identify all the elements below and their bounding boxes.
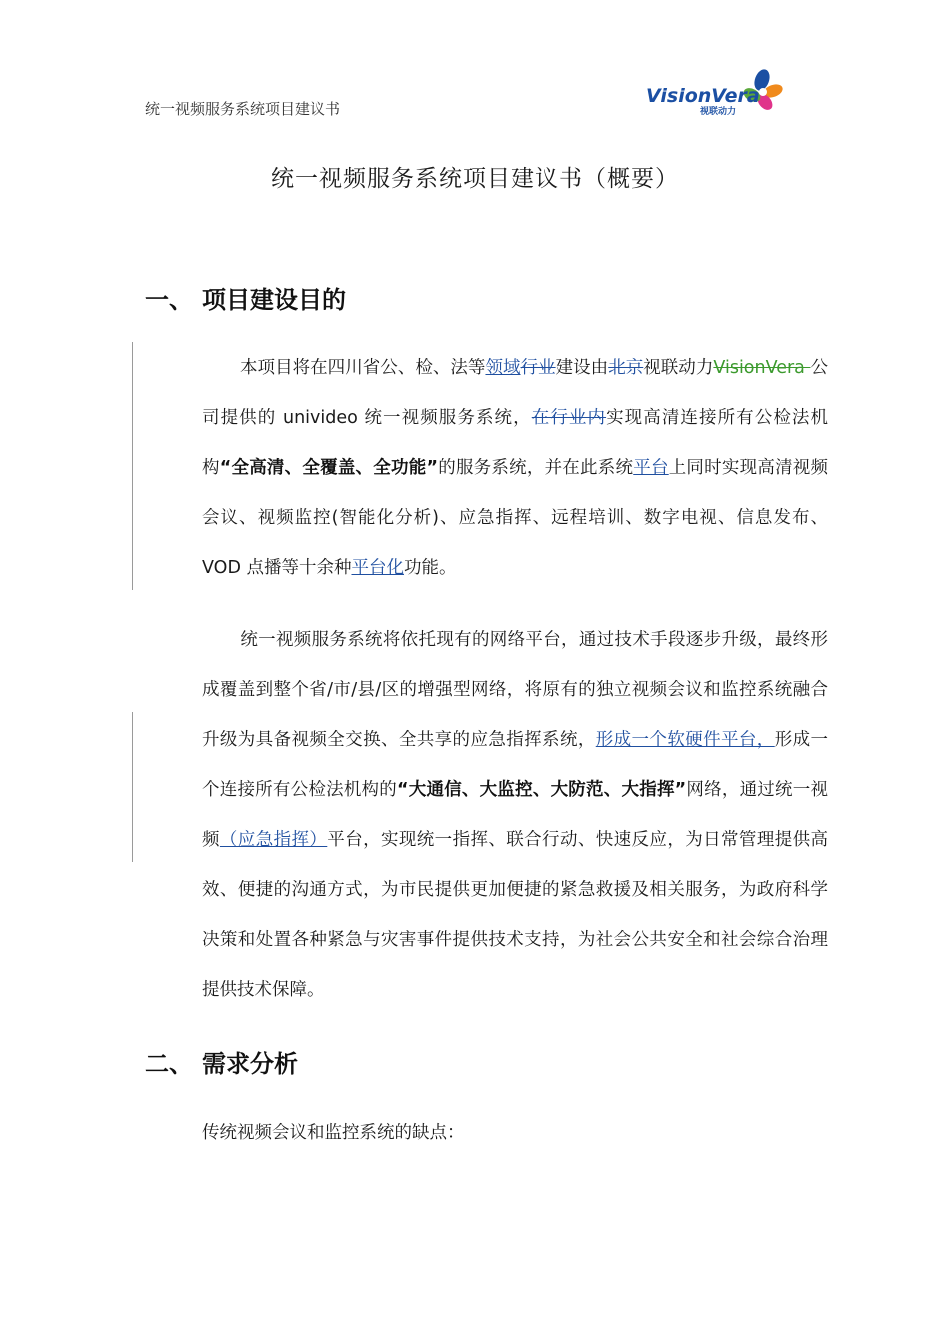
inserted-text: 形成一个软硬件平台， [595,730,775,750]
inserted-text: 平台 [633,458,669,478]
logo-wordmark: VisionVera [646,85,760,107]
paragraph-system [202,615,828,1015]
text-run: 公司提供的 univideo 统一视频服务系统， [202,358,828,428]
text-run: 建设由 [555,358,609,378]
text-run: 实现高清连接所有公检法机构 [202,408,828,478]
text-run: 本项目将在四川省公、检、法等 [240,358,486,378]
text-run: 统一视频服务系统将依托现有的网络平台，通过技术手段逐步升级，最终形成覆盖到整个省/市/县/区的增强型网络，将原有的独立视频会议和监控系统融合升级为具备视频全交换、全共享的应急指挥系统， [202,630,828,750]
section-number: 一、 [145,286,193,314]
bold-phrase: “大通信、大监控、大防范、大指挥” [397,780,687,800]
paragraph-needs [202,1108,828,1158]
section-heading-1 [145,280,346,315]
text-run: 平台，实现统一指挥、联合行动、快速反应，为日常管理提供高效、便捷的沟通方式，为市民提供更加便捷的紧急救援及相关服务，为政府科学决策和处置各种紧急与灾害事件提供技术支持，为社会公共安全和社会综合治理提供技术保障。 [202,830,829,1000]
deleted-text: 北京 [608,358,644,378]
inserted-text: （应急指挥） [219,830,328,850]
deleted-text: VisionVera [713,358,811,378]
change-bar [132,342,133,590]
running-header: 统一视频服务系统项目建议书 [145,100,341,118]
document-title: 统一视频服务系统项目建议书（概要） [271,166,679,192]
section-title: 项目建设目的 [202,286,346,314]
text-run: 传统视频会议和监控系统的缺点： [202,1123,465,1143]
deleted-text: 在行业内 [531,408,607,428]
text-run: 视联动力 [643,358,714,378]
text-run: 功能。 [403,558,457,578]
text-run: 网络，通过统一视频 [202,780,828,850]
change-bar [132,712,133,862]
section-heading-2 [145,1044,298,1079]
visionvera-logo [644,66,784,118]
bold-phrase: “全高清、全覆盖、全功能” [219,458,438,478]
inserted-text: 领域 [485,358,521,378]
section-number: 二、 [145,1050,193,1078]
deleted-text: 行业 [520,358,556,378]
text-run: 的服务系统，并在此系统 [437,458,634,478]
paragraph-purpose [202,343,828,593]
inserted-text: 平台化 [351,558,404,578]
text-run: 上同时实现高清视频会议、视频监控(智能化分析)、应急指挥、远程培训、数字电视、信息发布、VOD 点播等十余种 [202,458,829,578]
logo-subtext: 视联动力 [700,107,737,117]
section-title: 需求分析 [202,1050,298,1078]
text-run: 形成一个连接所有公检法机构的 [202,730,829,800]
